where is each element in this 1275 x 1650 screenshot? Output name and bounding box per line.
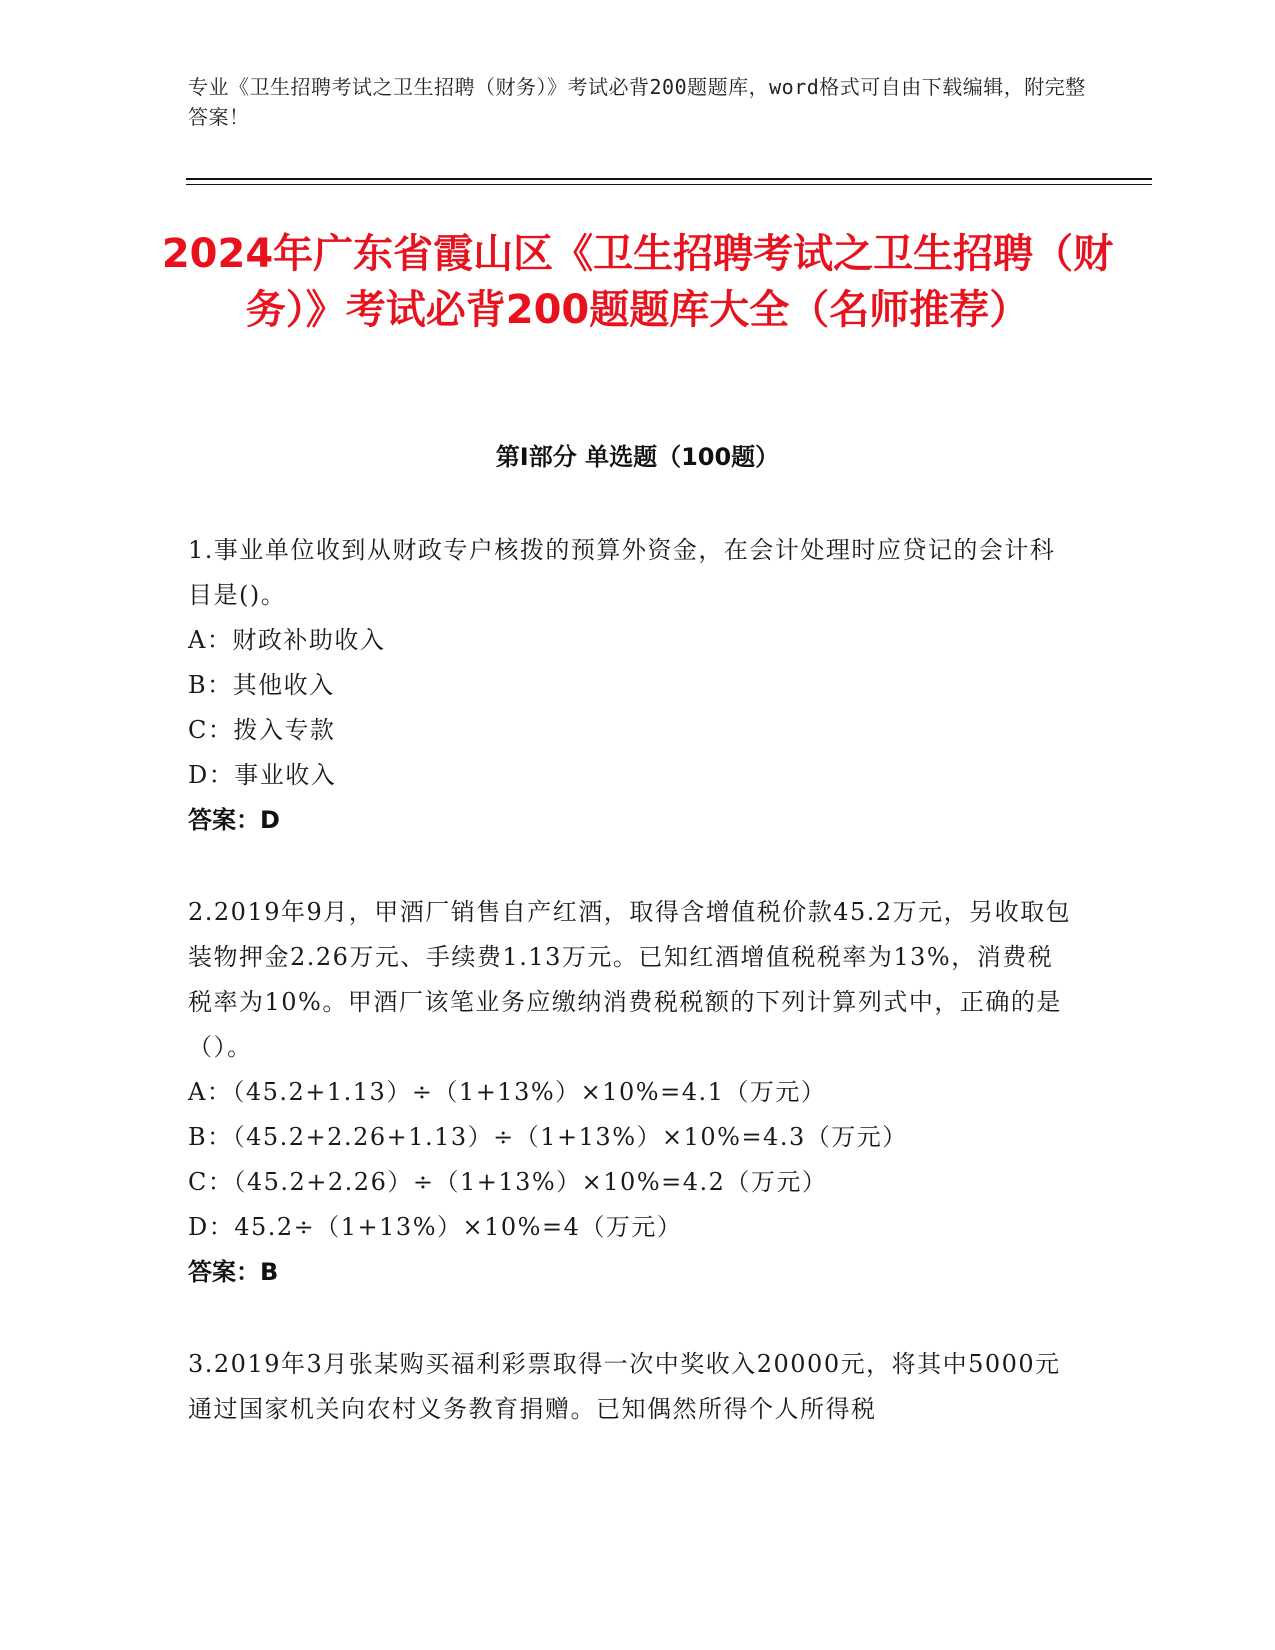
question-item: [188, 1342, 1073, 1432]
option-b: B：其他收入: [188, 671, 335, 699]
document-title: 2024年广东省霞山区《卫生招聘考试之卫生招聘（财务）》考试必背200题题库大全（名师推荐）: [161, 231, 1114, 333]
option-c: C：（45.2+2.26）÷（1+13%）×10%=4.2（万元）: [188, 1168, 828, 1196]
option-c: C：拨入专款: [188, 716, 336, 744]
header-note: 专业《卫生招聘考试之卫生招聘（财务）》考试必背200题题库，word格式可自由下载编辑，附完整答案！: [188, 75, 1086, 129]
header-divider: [186, 178, 1152, 180]
option-b: B：（45.2+2.26+1.13）÷（1+13%）×10%=4.3（万元）: [188, 1123, 908, 1151]
question-list: [188, 528, 1073, 1479]
answer: 答案：D: [188, 806, 280, 834]
option-a: A：财政补助收入: [188, 626, 386, 654]
answer: 答案：B: [188, 1258, 279, 1286]
section-title: 第I部分 单选题（100题）: [495, 443, 780, 471]
question-item: [188, 890, 1073, 1295]
option-a: A：（45.2+1.13）÷（1+13%）×10%=4.1（万元）: [188, 1078, 827, 1106]
option-d: D：事业收入: [188, 761, 337, 789]
question-stem: 1.事业单位收到从财政专户核拨的预算外资金，在会计处理时应贷记的会计科目是()。: [188, 536, 1056, 609]
question-stem: 2.2019年9月，甲酒厂销售自产红酒，取得含增值税价款45.2万元，另收取包装物押金2.26万元、手续费1.13万元。已知红酒增值税税率为13%，消费税税率为10%。甲酒厂该笔业务应缴纳消费税税额的下列计算列式中，正确的是（）。: [188, 898, 1072, 1061]
header-divider-thin: [186, 184, 1152, 185]
option-d: D：45.2÷（1+13%）×10%=4（万元）: [188, 1213, 683, 1241]
question-stem: 3.2019年3月张某购买福利彩票取得一次中奖收入20000元，将其中5000元通过国家机关向农村义务教育捐赠。已知偶然所得个人所得税: [188, 1350, 1061, 1423]
question-item: [188, 528, 1073, 843]
